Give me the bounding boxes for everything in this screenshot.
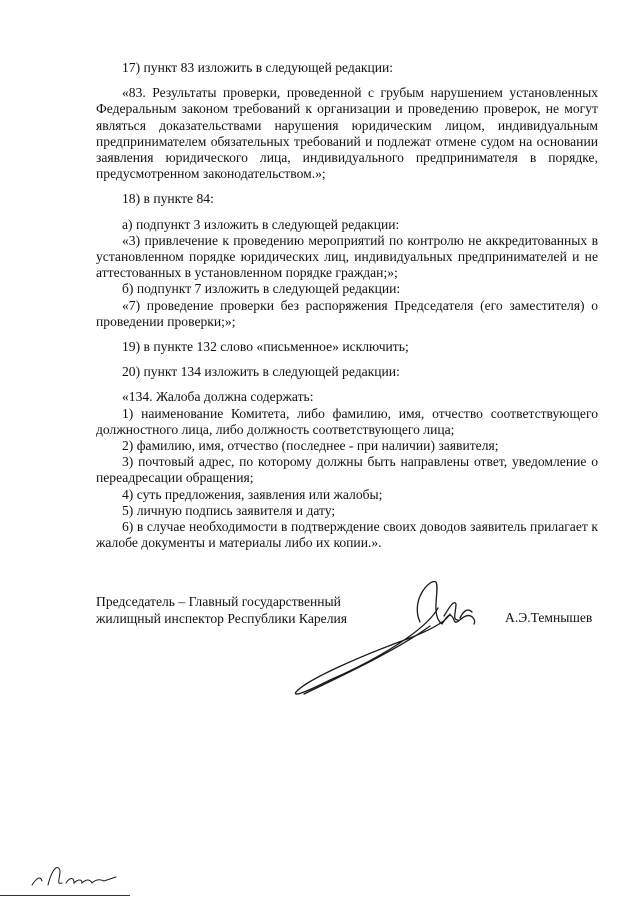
signatory-name: А.Э.Темнышев [505,610,593,625]
paragraph: 3) почтовый адрес, по которому должны быть направлены ответ, уведомление о переадресации обращения; [96,454,598,486]
paragraph: 2) фамилию, имя, отчество (последнее - при наличии) заявителя; [122,438,499,454]
footer-line [0,895,130,896]
paragraph: 19) в пункте 132 слово «письменное» исключить; [122,339,409,355]
handwritten-initials [30,855,130,895]
handwritten-signature [270,560,500,710]
paragraph: 18) в пункте 84: [122,191,214,207]
paragraph: «134. Жалоба должна содержать: [122,389,314,405]
paragraph: б) подпункт 7 изложить в следующей редакции: [122,281,401,297]
paragraph: «3) привлечение к проведению мероприятий по контролю не аккредитованных в установленном порядке юридических лиц, индивидуальных предпринимателей и не аттестованных в установленном порядке граждан;»; [96,232,598,281]
paragraph: а) подпункт 3 изложить в следующей редакции: [122,216,400,232]
paragraph: 6) в случае необходимости в подтверждение своих доводов заявитель прилагает к жалобе документы и материалы либо их копии.». [96,519,598,551]
paragraph: «83. Результаты проверки, проведенной с грубым нарушением установленных Федеральным законом требований к организации и проведению проверок, не могут являться доказательствами нарушения юридическим лицом, индивидуальным предпринимателем обязательных требований и подлежат отмене судом на основании заявления юридического лица, индивидуального предпринимателя в порядке, предусмотренном законодательством.»; [96,85,598,182]
paragraph: 4) суть предложения, заявления или жалобы; [122,486,383,502]
signatory-position-line2: жилищный инспектор Республики Карелия [96,610,347,626]
paragraph: 20) пункт 134 изложить в следующей редакции: [122,364,400,380]
paragraph: 1) наименование Комитета, либо фамилию, имя, отчество соответствующего должностного лица, либо должность соответствующего лица; [96,405,598,437]
paragraph: 17) пункт 83 изложить в следующей редакции: [122,60,394,75]
document-body [96,60,598,551]
paragraph: 5) личную подпись заявителя и дату; [122,502,336,518]
signatory-position-line1: Председатель – Главный государственный [96,594,341,609]
paragraph: «7) проведение проверки без распоряжения Председателя (его заместителя) о проведении проверки;»; [96,297,598,329]
